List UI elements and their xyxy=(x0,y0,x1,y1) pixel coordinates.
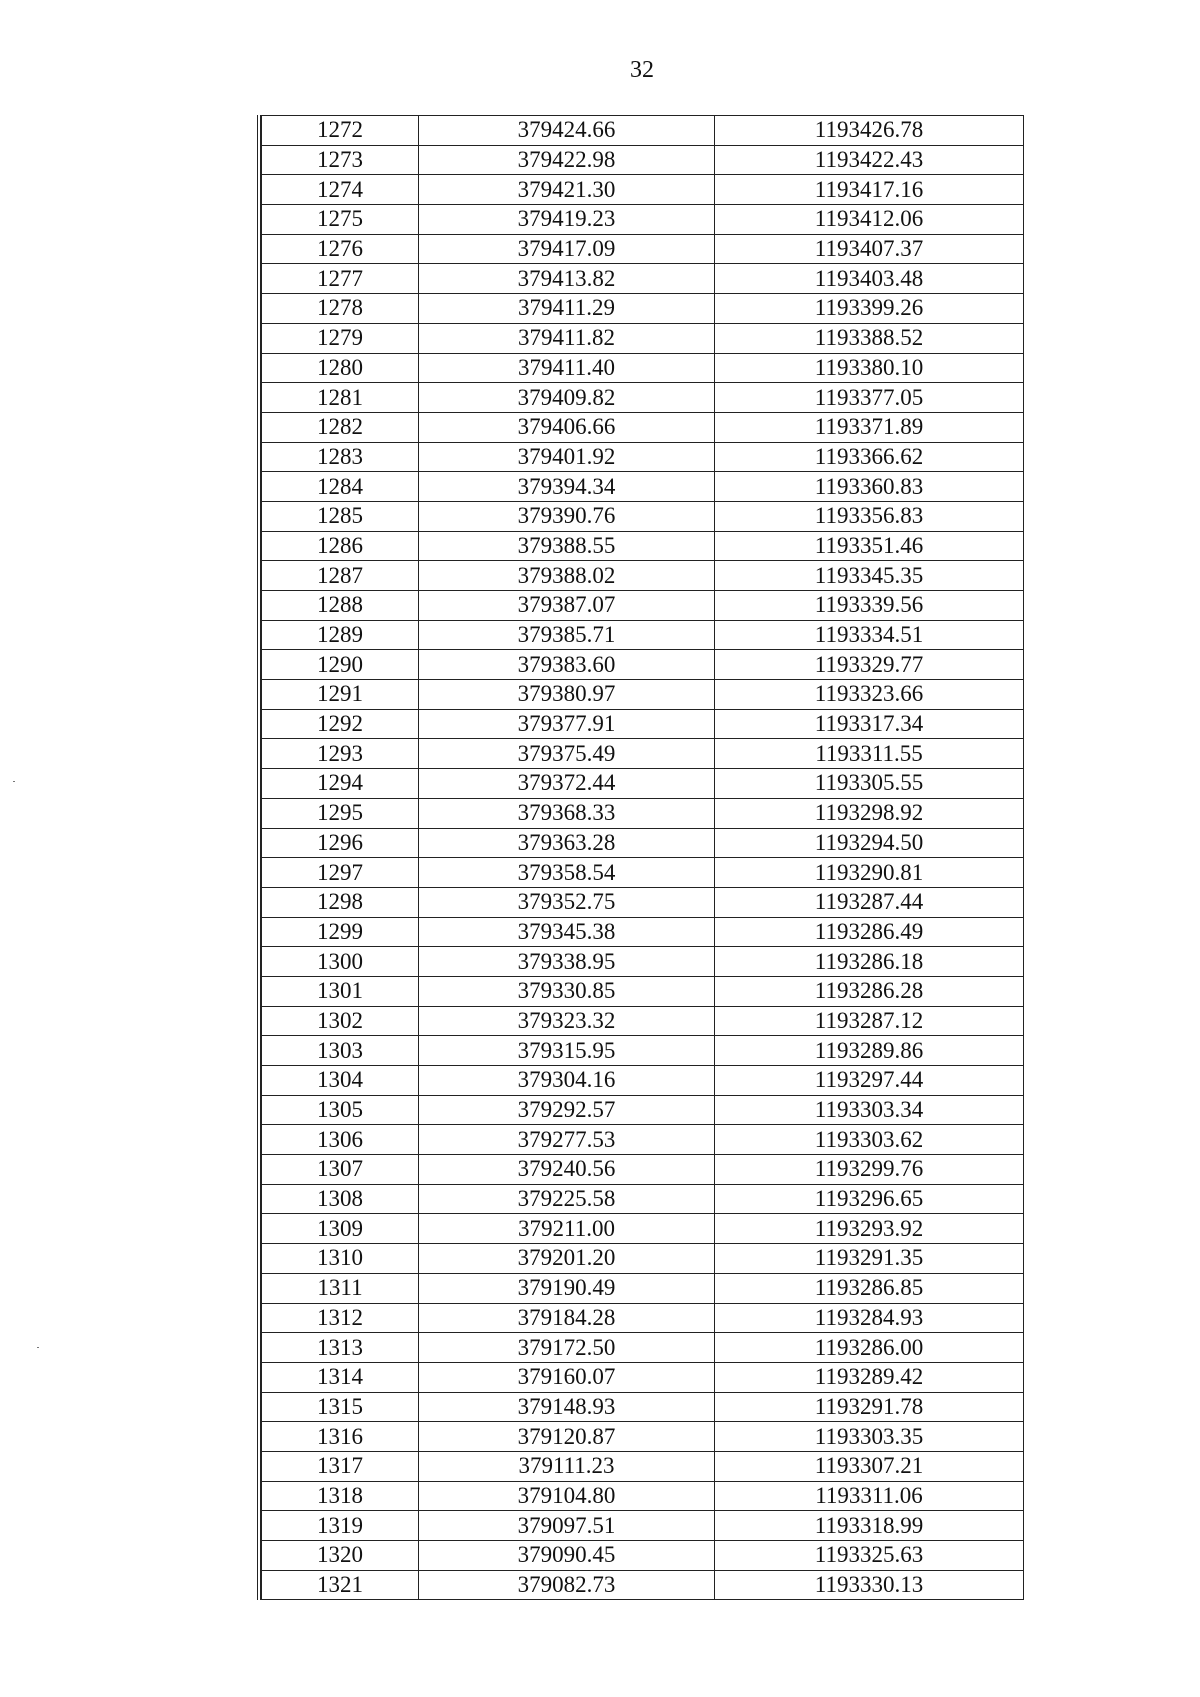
table-row xyxy=(262,501,1024,531)
y-coordinate-cell: 1193303.62 xyxy=(715,1125,1024,1155)
y-coordinate-cell: 1193299.76 xyxy=(715,1155,1024,1185)
table-row xyxy=(262,976,1024,1006)
point-number-cell: 1285 xyxy=(262,501,419,531)
scan-speck xyxy=(37,1347,39,1348)
x-coordinate-cell: 379375.49 xyxy=(419,739,715,769)
table-row xyxy=(262,561,1024,591)
point-number-cell: 1309 xyxy=(262,1214,419,1244)
point-number-cell: 1300 xyxy=(262,947,419,977)
table-row xyxy=(262,709,1024,739)
x-coordinate-cell: 379082.73 xyxy=(419,1570,715,1600)
y-coordinate-cell: 1193329.77 xyxy=(715,650,1024,680)
y-coordinate-cell: 1193407.37 xyxy=(715,234,1024,264)
x-coordinate-cell: 379358.54 xyxy=(419,858,715,888)
x-coordinate-cell: 379417.09 xyxy=(419,234,715,264)
x-coordinate-cell: 379148.93 xyxy=(419,1392,715,1422)
point-number-cell: 1293 xyxy=(262,739,419,769)
y-coordinate-cell: 1193291.78 xyxy=(715,1392,1024,1422)
y-coordinate-cell: 1193417.16 xyxy=(715,175,1024,205)
point-number-cell: 1286 xyxy=(262,531,419,561)
y-coordinate-cell: 1193360.83 xyxy=(715,472,1024,502)
x-coordinate-cell: 379330.85 xyxy=(419,976,715,1006)
point-number-cell: 1310 xyxy=(262,1244,419,1274)
x-coordinate-cell: 379172.50 xyxy=(419,1333,715,1363)
table-row xyxy=(262,1095,1024,1125)
table-row xyxy=(262,828,1024,858)
x-coordinate-cell: 379394.34 xyxy=(419,472,715,502)
table-row xyxy=(262,234,1024,264)
table-row xyxy=(262,1036,1024,1066)
y-coordinate-cell: 1193286.85 xyxy=(715,1273,1024,1303)
table-row xyxy=(262,1184,1024,1214)
point-number-cell: 1321 xyxy=(262,1570,419,1600)
x-coordinate-cell: 379323.32 xyxy=(419,1006,715,1036)
x-coordinate-cell: 379352.75 xyxy=(419,887,715,917)
y-coordinate-cell: 1193311.06 xyxy=(715,1481,1024,1511)
y-coordinate-cell: 1193307.21 xyxy=(715,1451,1024,1481)
x-coordinate-cell: 379411.40 xyxy=(419,353,715,383)
coordinates-table-body xyxy=(262,116,1024,1600)
page-number: 32 xyxy=(630,57,654,83)
table-row xyxy=(262,887,1024,917)
x-coordinate-cell: 379387.07 xyxy=(419,591,715,621)
y-coordinate-cell: 1193356.83 xyxy=(715,501,1024,531)
x-coordinate-cell: 379277.53 xyxy=(419,1125,715,1155)
y-coordinate-cell: 1193412.06 xyxy=(715,205,1024,235)
y-coordinate-cell: 1193403.48 xyxy=(715,264,1024,294)
point-number-cell: 1314 xyxy=(262,1362,419,1392)
x-coordinate-cell: 379104.80 xyxy=(419,1481,715,1511)
x-coordinate-cell: 379383.60 xyxy=(419,650,715,680)
point-number-cell: 1280 xyxy=(262,353,419,383)
point-number-cell: 1289 xyxy=(262,620,419,650)
point-number-cell: 1290 xyxy=(262,650,419,680)
table-row xyxy=(262,1244,1024,1274)
x-coordinate-cell: 379315.95 xyxy=(419,1036,715,1066)
table-row xyxy=(262,1362,1024,1392)
point-number-cell: 1281 xyxy=(262,383,419,413)
x-coordinate-cell: 379401.92 xyxy=(419,442,715,472)
y-coordinate-cell: 1193323.66 xyxy=(715,680,1024,710)
y-coordinate-cell: 1193366.62 xyxy=(715,442,1024,472)
table-row xyxy=(262,531,1024,561)
point-number-cell: 1295 xyxy=(262,798,419,828)
point-number-cell: 1298 xyxy=(262,887,419,917)
point-number-cell: 1320 xyxy=(262,1541,419,1571)
x-coordinate-cell: 379406.66 xyxy=(419,412,715,442)
table-row xyxy=(262,620,1024,650)
y-coordinate-cell: 1193330.13 xyxy=(715,1570,1024,1600)
y-coordinate-cell: 1193286.00 xyxy=(715,1333,1024,1363)
x-coordinate-cell: 379411.29 xyxy=(419,294,715,324)
point-number-cell: 1288 xyxy=(262,591,419,621)
y-coordinate-cell: 1193291.35 xyxy=(715,1244,1024,1274)
table-row xyxy=(262,1006,1024,1036)
point-number-cell: 1299 xyxy=(262,917,419,947)
y-coordinate-cell: 1193351.46 xyxy=(715,531,1024,561)
y-coordinate-cell: 1193426.78 xyxy=(715,116,1024,146)
table-row xyxy=(262,1273,1024,1303)
x-coordinate-cell: 379419.23 xyxy=(419,205,715,235)
table-row xyxy=(262,917,1024,947)
table-row xyxy=(262,680,1024,710)
y-coordinate-cell: 1193296.65 xyxy=(715,1184,1024,1214)
point-number-cell: 1282 xyxy=(262,412,419,442)
y-coordinate-cell: 1193287.12 xyxy=(715,1006,1024,1036)
table-row xyxy=(262,591,1024,621)
point-number-cell: 1283 xyxy=(262,442,419,472)
table-row xyxy=(262,116,1024,146)
x-coordinate-cell: 379111.23 xyxy=(419,1451,715,1481)
table-row xyxy=(262,353,1024,383)
x-coordinate-cell: 379240.56 xyxy=(419,1155,715,1185)
point-number-cell: 1284 xyxy=(262,472,419,502)
x-coordinate-cell: 379160.07 xyxy=(419,1362,715,1392)
point-number-cell: 1312 xyxy=(262,1303,419,1333)
y-coordinate-cell: 1193289.86 xyxy=(715,1036,1024,1066)
y-coordinate-cell: 1193371.89 xyxy=(715,412,1024,442)
table-row xyxy=(262,1303,1024,1333)
y-coordinate-cell: 1193377.05 xyxy=(715,383,1024,413)
x-coordinate-cell: 379411.82 xyxy=(419,323,715,353)
point-number-cell: 1303 xyxy=(262,1036,419,1066)
y-coordinate-cell: 1193284.93 xyxy=(715,1303,1024,1333)
point-number-cell: 1307 xyxy=(262,1155,419,1185)
point-number-cell: 1319 xyxy=(262,1511,419,1541)
x-coordinate-cell: 379390.76 xyxy=(419,501,715,531)
table-row xyxy=(262,175,1024,205)
x-coordinate-cell: 379424.66 xyxy=(419,116,715,146)
y-coordinate-cell: 1193317.34 xyxy=(715,709,1024,739)
point-number-cell: 1301 xyxy=(262,976,419,1006)
x-coordinate-cell: 379338.95 xyxy=(419,947,715,977)
x-coordinate-cell: 379377.91 xyxy=(419,709,715,739)
y-coordinate-cell: 1193287.44 xyxy=(715,887,1024,917)
point-number-cell: 1274 xyxy=(262,175,419,205)
x-coordinate-cell: 379225.58 xyxy=(419,1184,715,1214)
point-number-cell: 1316 xyxy=(262,1422,419,1452)
table-row xyxy=(262,205,1024,235)
x-coordinate-cell: 379190.49 xyxy=(419,1273,715,1303)
table-row xyxy=(262,769,1024,799)
table-row xyxy=(262,1392,1024,1422)
point-number-cell: 1315 xyxy=(262,1392,419,1422)
table-row xyxy=(262,323,1024,353)
y-coordinate-cell: 1193334.51 xyxy=(715,620,1024,650)
point-number-cell: 1294 xyxy=(262,769,419,799)
point-number-cell: 1278 xyxy=(262,294,419,324)
x-coordinate-cell: 379385.71 xyxy=(419,620,715,650)
point-number-cell: 1277 xyxy=(262,264,419,294)
table-row xyxy=(262,798,1024,828)
y-coordinate-cell: 1193303.34 xyxy=(715,1095,1024,1125)
point-number-cell: 1291 xyxy=(262,680,419,710)
scan-speck xyxy=(13,781,15,782)
table-row xyxy=(262,472,1024,502)
x-coordinate-cell: 379380.97 xyxy=(419,680,715,710)
table-row xyxy=(262,442,1024,472)
x-coordinate-cell: 379368.33 xyxy=(419,798,715,828)
table-row xyxy=(262,1481,1024,1511)
y-coordinate-cell: 1193339.56 xyxy=(715,591,1024,621)
point-number-cell: 1276 xyxy=(262,234,419,264)
x-coordinate-cell: 379413.82 xyxy=(419,264,715,294)
x-coordinate-cell: 379388.55 xyxy=(419,531,715,561)
y-coordinate-cell: 1193289.42 xyxy=(715,1362,1024,1392)
y-coordinate-cell: 1193286.18 xyxy=(715,947,1024,977)
point-number-cell: 1308 xyxy=(262,1184,419,1214)
x-coordinate-cell: 379090.45 xyxy=(419,1541,715,1571)
table-row xyxy=(262,383,1024,413)
table-row xyxy=(262,412,1024,442)
x-coordinate-cell: 379409.82 xyxy=(419,383,715,413)
point-number-cell: 1275 xyxy=(262,205,419,235)
y-coordinate-cell: 1193286.49 xyxy=(715,917,1024,947)
coordinates-table-container xyxy=(257,115,1027,1600)
x-coordinate-cell: 379201.20 xyxy=(419,1244,715,1274)
table-row xyxy=(262,1066,1024,1096)
point-number-cell: 1279 xyxy=(262,323,419,353)
table-row xyxy=(262,1570,1024,1600)
table-row xyxy=(262,739,1024,769)
y-coordinate-cell: 1193388.52 xyxy=(715,323,1024,353)
y-coordinate-cell: 1193303.35 xyxy=(715,1422,1024,1452)
y-coordinate-cell: 1193422.43 xyxy=(715,145,1024,175)
table-row xyxy=(262,264,1024,294)
x-coordinate-cell: 379421.30 xyxy=(419,175,715,205)
y-coordinate-cell: 1193305.55 xyxy=(715,769,1024,799)
x-coordinate-cell: 379292.57 xyxy=(419,1095,715,1125)
x-coordinate-cell: 379372.44 xyxy=(419,769,715,799)
y-coordinate-cell: 1193399.26 xyxy=(715,294,1024,324)
y-coordinate-cell: 1193325.63 xyxy=(715,1541,1024,1571)
point-number-cell: 1313 xyxy=(262,1333,419,1363)
point-number-cell: 1311 xyxy=(262,1273,419,1303)
table-row xyxy=(262,858,1024,888)
table-row xyxy=(262,1155,1024,1185)
x-coordinate-cell: 379120.87 xyxy=(419,1422,715,1452)
point-number-cell: 1273 xyxy=(262,145,419,175)
table-row xyxy=(262,145,1024,175)
x-coordinate-cell: 379422.98 xyxy=(419,145,715,175)
coordinates-table xyxy=(261,115,1024,1600)
y-coordinate-cell: 1193293.92 xyxy=(715,1214,1024,1244)
table-row xyxy=(262,1214,1024,1244)
y-coordinate-cell: 1193294.50 xyxy=(715,828,1024,858)
table-row xyxy=(262,650,1024,680)
y-coordinate-cell: 1193311.55 xyxy=(715,739,1024,769)
table-row xyxy=(262,1511,1024,1541)
x-coordinate-cell: 379184.28 xyxy=(419,1303,715,1333)
point-number-cell: 1318 xyxy=(262,1481,419,1511)
point-number-cell: 1272 xyxy=(262,116,419,146)
table-row xyxy=(262,1541,1024,1571)
y-coordinate-cell: 1193380.10 xyxy=(715,353,1024,383)
y-coordinate-cell: 1193290.81 xyxy=(715,858,1024,888)
table-row xyxy=(262,947,1024,977)
y-coordinate-cell: 1193298.92 xyxy=(715,798,1024,828)
x-coordinate-cell: 379304.16 xyxy=(419,1066,715,1096)
table-row xyxy=(262,1333,1024,1363)
point-number-cell: 1317 xyxy=(262,1451,419,1481)
point-number-cell: 1297 xyxy=(262,858,419,888)
point-number-cell: 1292 xyxy=(262,709,419,739)
table-row xyxy=(262,1422,1024,1452)
point-number-cell: 1306 xyxy=(262,1125,419,1155)
x-coordinate-cell: 379211.00 xyxy=(419,1214,715,1244)
point-number-cell: 1296 xyxy=(262,828,419,858)
table-row xyxy=(262,1451,1024,1481)
point-number-cell: 1305 xyxy=(262,1095,419,1125)
y-coordinate-cell: 1193286.28 xyxy=(715,976,1024,1006)
x-coordinate-cell: 379388.02 xyxy=(419,561,715,591)
x-coordinate-cell: 379363.28 xyxy=(419,828,715,858)
point-number-cell: 1302 xyxy=(262,1006,419,1036)
x-coordinate-cell: 379345.38 xyxy=(419,917,715,947)
table-row xyxy=(262,294,1024,324)
point-number-cell: 1304 xyxy=(262,1066,419,1096)
point-number-cell: 1287 xyxy=(262,561,419,591)
y-coordinate-cell: 1193345.35 xyxy=(715,561,1024,591)
y-coordinate-cell: 1193318.99 xyxy=(715,1511,1024,1541)
y-coordinate-cell: 1193297.44 xyxy=(715,1066,1024,1096)
x-coordinate-cell: 379097.51 xyxy=(419,1511,715,1541)
table-row xyxy=(262,1125,1024,1155)
